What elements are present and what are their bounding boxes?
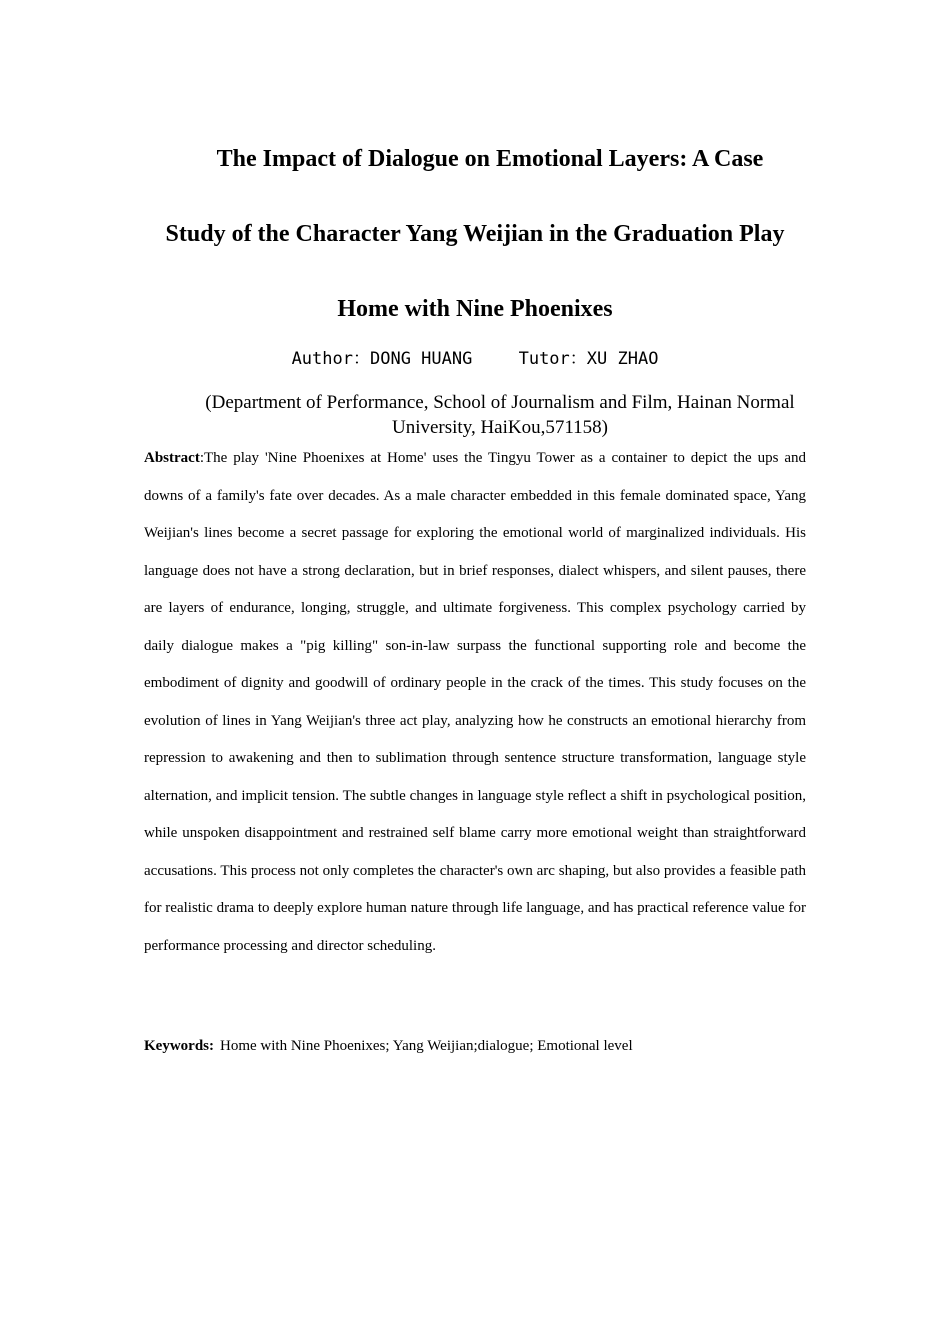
tutor-name: XU ZHAO — [586, 349, 659, 369]
tutor-label: Tutor： — [518, 349, 587, 369]
title-line: The Impact of Dialogue on Emotional Layers: A Case — [216, 146, 764, 172]
keywords-text: Home with Nine Phoenixes; Yang Weijian;dialogue; Emotional level — [220, 1038, 633, 1054]
title-line: Home with Nine Phoenixes — [337, 296, 613, 322]
byline — [0, 347, 950, 371]
affiliation: (Department of Performance, School of Journalism and Film, Hainan Normal University, HaiKou,571158) — [205, 392, 795, 438]
title-line: Study of the Character Yang Weijian in the Graduation Play — [165, 221, 785, 247]
abstract — [144, 440, 806, 965]
paper-title — [130, 122, 820, 347]
keywords — [144, 1034, 806, 1058]
keywords-label: Keywords: — [144, 1038, 214, 1054]
abstract-text: :The play 'Nine Phoenixes at Home' uses the Tingyu Tower as a container to depict the ups and downs of a family's fate over decades. As a male character embedded in this female dominated space, Yang Weijian's lines become a secret passage for exploring the emotional world of marginalized individuals. His language does not have a strong declaration, but in brief responses, dialect whispers, and silent pauses, there are layers of endurance, longing, struggle, and ultimate forgiveness. This complex psychology carried by daily dialogue makes a "pig killing" son-in-law surpass the functional supporting role and become the embodiment of dignity and goodwill of ordinary people in the crack of the times. This study focuses on the evolution of lines in Yang Weijian's three act play, analyzing how he constructs an emotional hierarchy from repression to awakening and then to sublimation through sentence structure transformation, language style alternation, and implicit tension. The subtle changes in language style reflect a shift in psychological position, while unspoken disappointment and restrained self blame carry more emotional weight than straightforward accusations. This process not only completes the character's own arc shaping, but also provides a feasible path for realistic drama to deeply explore human nature through life language, and has practical reference value for performance processing and director scheduling. — [144, 450, 806, 954]
abstract-label: Abstract — [144, 450, 200, 466]
author-name: DONG HUANG — [369, 349, 473, 369]
author-label: Author： — [291, 349, 370, 369]
